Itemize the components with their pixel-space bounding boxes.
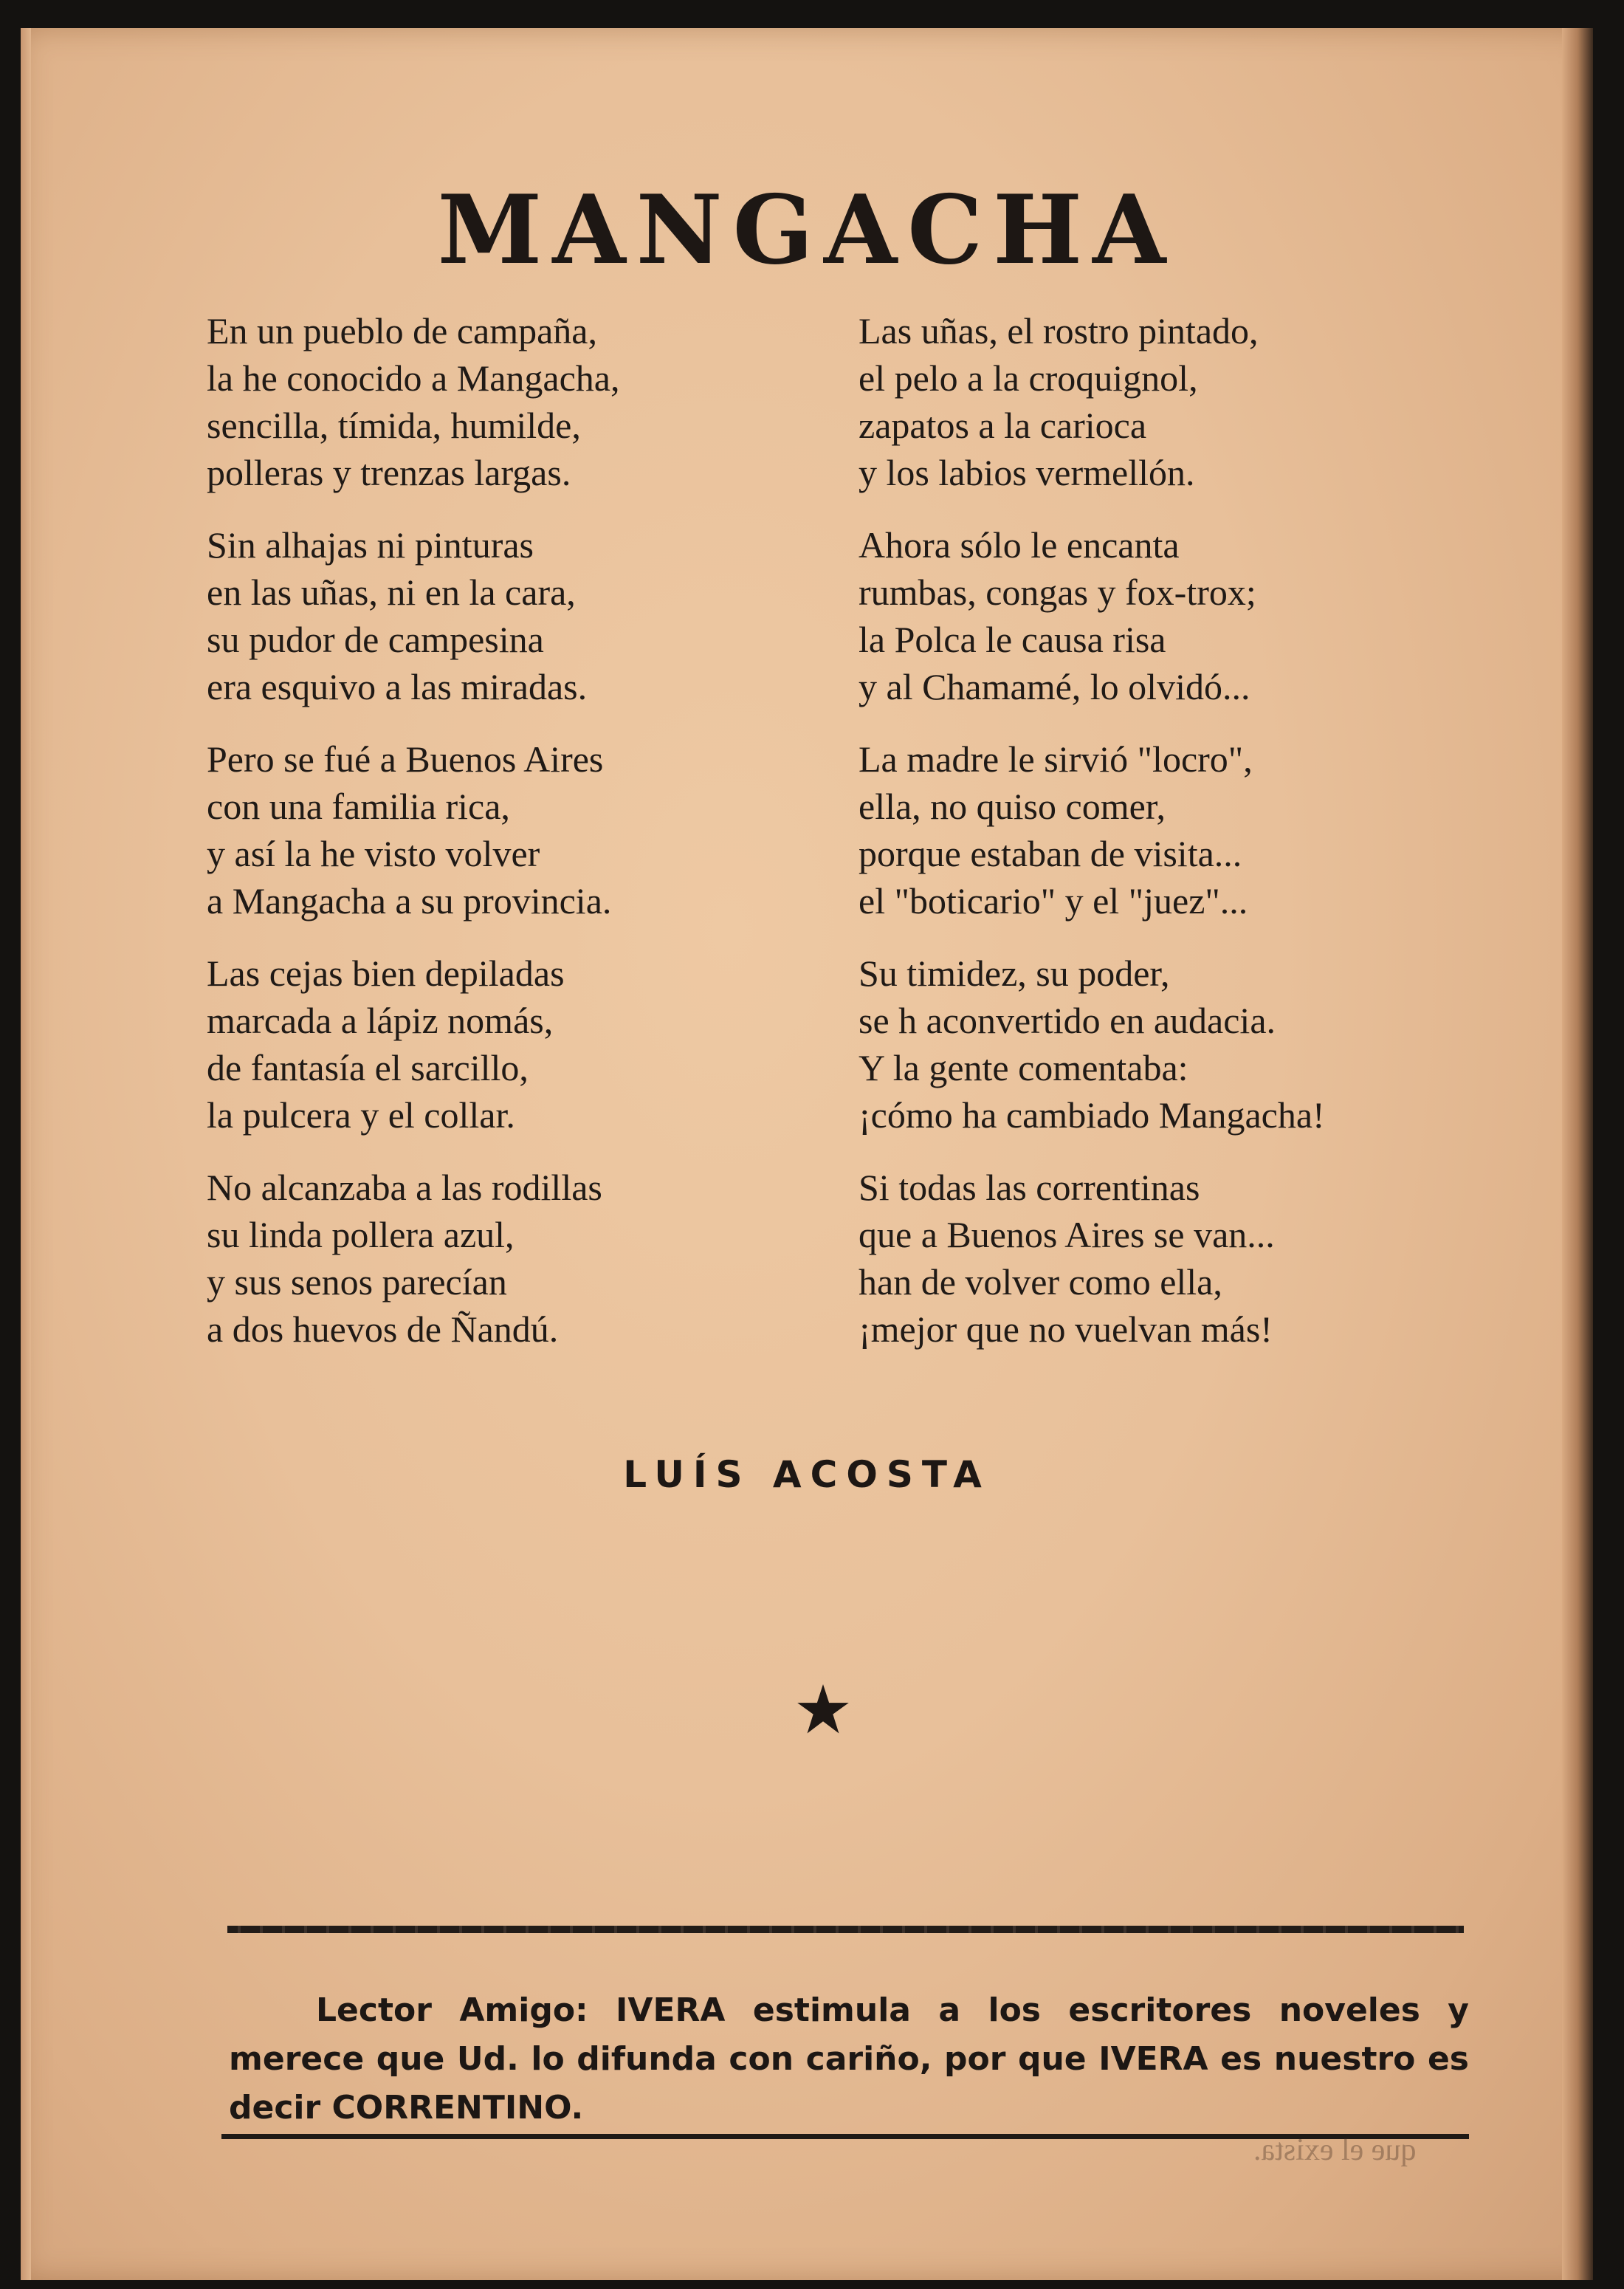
stanza xyxy=(207,1164,842,1353)
verse-line: la Polca le causa risa xyxy=(859,619,1166,660)
verse-line: se h aconvertido en audacia. xyxy=(859,1000,1276,1041)
page-spine-shadow xyxy=(1562,28,1593,2280)
verse-line: Si todas las correntinas xyxy=(859,1167,1200,1208)
verse-line: con una familia rica, xyxy=(207,786,510,827)
verse-line: Las uñas, el rostro pintado, xyxy=(859,310,1259,351)
poem-right-column xyxy=(859,307,1493,1378)
stanza xyxy=(207,735,842,924)
stanza xyxy=(207,950,842,1139)
verse-line: y al Chamamé, lo olvidó... xyxy=(859,666,1250,707)
verse-line: a Mangacha a su provincia. xyxy=(207,880,612,922)
verse-line: y así la he visto volver xyxy=(207,833,540,874)
stanza xyxy=(859,307,1493,496)
reader-notice xyxy=(229,1986,1469,2132)
verse-line: rumbas, congas y fox-trox; xyxy=(859,572,1256,613)
star-icon xyxy=(796,1682,850,1737)
verse-line: su pudor de campesina xyxy=(207,619,544,660)
verse-line: el "boticario" y el "juez"... xyxy=(859,880,1248,922)
verse-line: Su timidez, su poder, xyxy=(859,953,1170,994)
verse-line: y los labios vermellón. xyxy=(859,452,1195,493)
stanza xyxy=(859,950,1493,1139)
notice-top-rule xyxy=(227,1926,1464,1933)
verse-line: ¡mejor que no vuelvan más! xyxy=(859,1308,1273,1350)
verse-line: En un pueblo de campaña, xyxy=(207,310,597,351)
verse-line: a dos huevos de Ñandú. xyxy=(207,1308,559,1350)
stanza xyxy=(207,521,842,710)
verse-line: Las cejas bien depiladas xyxy=(207,953,565,994)
verse-line: la he conocido a Mangacha, xyxy=(207,357,620,399)
stanza xyxy=(859,735,1493,924)
stanza xyxy=(859,1164,1493,1353)
verse-line: han de volver como ella, xyxy=(859,1261,1222,1303)
verse-line: en las uñas, ni en la cara, xyxy=(207,572,576,613)
verse-line: ¡cómo ha cambiado Mangacha! xyxy=(859,1094,1325,1136)
verse-line: que a Buenos Aires se van... xyxy=(859,1214,1275,1255)
poem-left-column xyxy=(207,307,842,1378)
verse-line: La madre le sirvió "locro", xyxy=(859,738,1253,780)
poem-title: MANGACHA xyxy=(437,175,1177,286)
reader-notice-text: Lector Amigo: IVERA estimula a los escritores noveles y merece que Ud. lo difunda con cariño, por que IVERA es nuestro es decir CORRENTINO. xyxy=(229,1991,1469,2127)
stanza xyxy=(207,307,842,496)
verse-line: la pulcera y el collar. xyxy=(207,1094,515,1136)
verse-line: Y la gente comentaba: xyxy=(859,1047,1188,1088)
verse-line: Sin alhajas ni pinturas xyxy=(207,524,534,566)
verse-line: zapatos a la carioca xyxy=(859,405,1147,446)
verse-line: No alcanzaba a las rodillas xyxy=(207,1167,602,1208)
verse-line: el pelo a la croquignol, xyxy=(859,357,1198,399)
verse-line: polleras y trenzas largas. xyxy=(207,452,571,493)
verse-line: ella, no quiso comer, xyxy=(859,786,1166,827)
verse-line: su linda pollera azul, xyxy=(207,1214,515,1255)
stanza xyxy=(859,521,1493,710)
magazine-page xyxy=(21,28,1593,2280)
verse-line: era esquivo a las miradas. xyxy=(207,666,588,707)
page-left-edge xyxy=(21,28,31,2280)
verse-line: Ahora sólo le encanta xyxy=(859,524,1180,566)
show-through-text: que el exista. xyxy=(1253,2133,1416,2167)
poem-author: LUÍS ACOSTA xyxy=(623,1453,991,1496)
verse-line: marcada a lápiz nomás, xyxy=(207,1000,554,1041)
verse-line: de fantasía el sarcillo, xyxy=(207,1047,529,1088)
verse-line: sencilla, tímida, humilde, xyxy=(207,405,581,446)
verse-line: y sus senos parecían xyxy=(207,1261,507,1303)
verse-line: Pero se fué a Buenos Aires xyxy=(207,738,604,780)
verse-line: porque estaban de visita... xyxy=(859,833,1242,874)
